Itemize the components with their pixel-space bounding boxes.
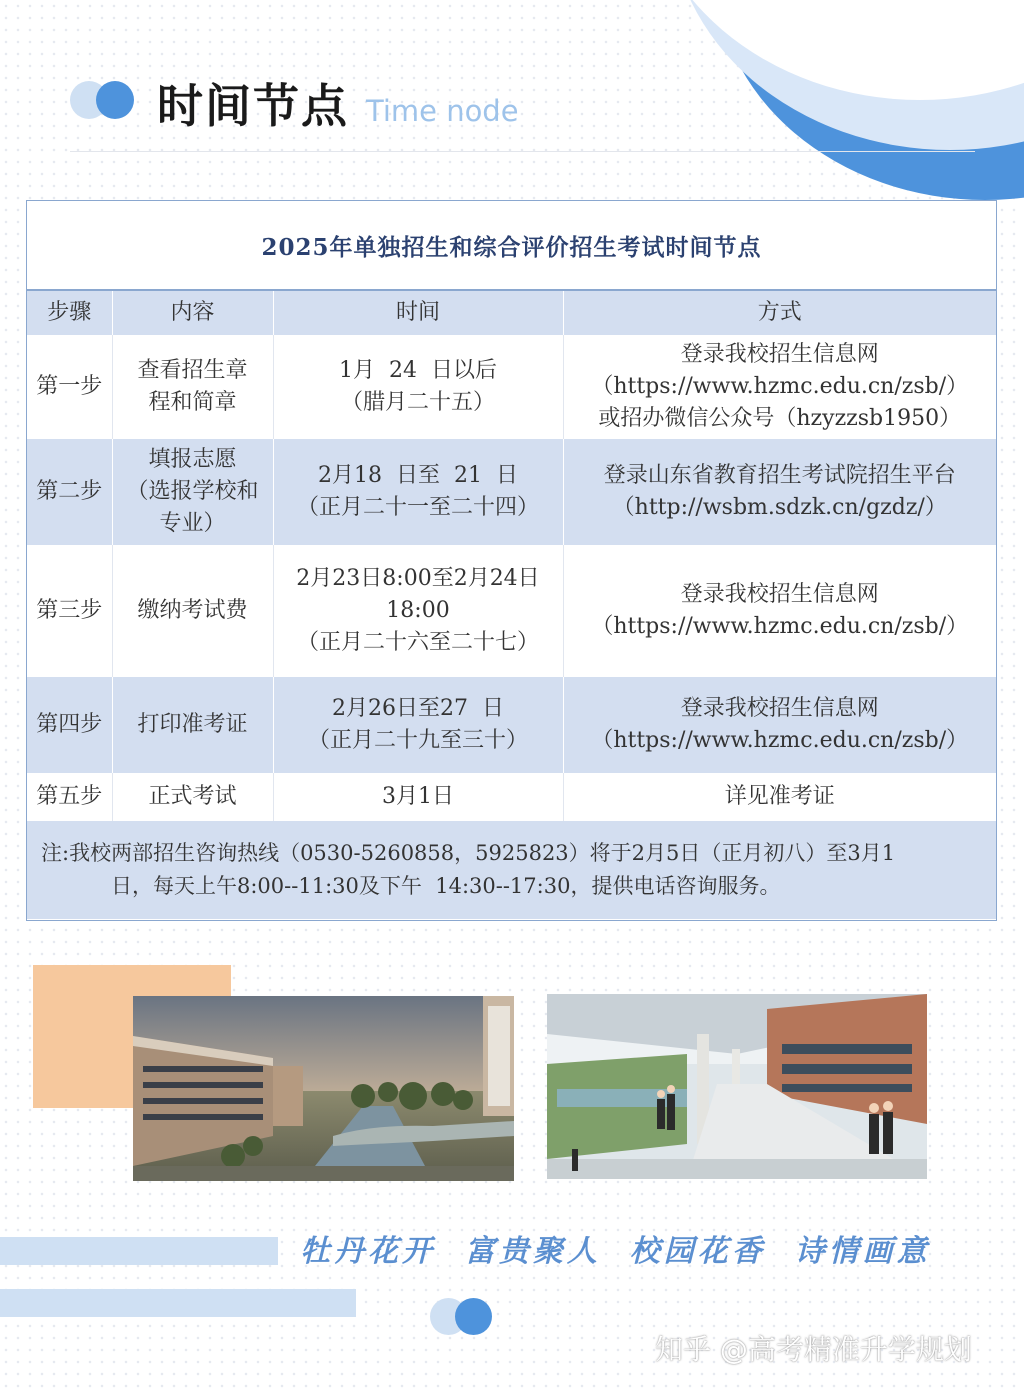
content-cell bbox=[112, 677, 273, 773]
note-cell bbox=[27, 821, 996, 919]
column-header-time: 时间 bbox=[273, 291, 563, 335]
table-row bbox=[27, 677, 996, 773]
time-line: 2月18 日至 21 日 bbox=[318, 463, 518, 488]
time-line: 2月26日至27 日 bbox=[332, 696, 504, 721]
content-cell bbox=[112, 439, 273, 545]
schedule-grid bbox=[27, 291, 996, 919]
time-line: 2月23日8:00至2月24日 bbox=[296, 566, 540, 591]
method-line: 或招办微信公众号（hzyzzsb1950） bbox=[598, 406, 962, 431]
content-line: 查看招生章 bbox=[137, 358, 248, 383]
time-line: 1月 24 日以后 bbox=[339, 358, 497, 383]
time-cell bbox=[273, 439, 563, 545]
table-row bbox=[27, 773, 996, 821]
footer-dots-decoration bbox=[430, 1298, 500, 1336]
method-cell bbox=[563, 677, 996, 773]
method-line: 登录我校招生信息网 bbox=[680, 342, 879, 367]
content-cell bbox=[112, 335, 273, 439]
campus-aerial-illustration bbox=[133, 996, 514, 1181]
time-line: （正月二十一至二十四） bbox=[296, 495, 539, 520]
step-cell: 第五步 bbox=[27, 773, 112, 821]
content-line: 正式考试 bbox=[148, 784, 237, 809]
content-cell bbox=[112, 545, 273, 677]
campus-photo-walkway bbox=[547, 994, 927, 1179]
campus-walkway-illustration bbox=[547, 994, 927, 1179]
step-cell: 第四步 bbox=[27, 677, 112, 773]
blue-dot bbox=[96, 81, 134, 119]
content-line: （选报学校和 bbox=[126, 479, 259, 504]
step-cell: 第一步 bbox=[27, 335, 112, 439]
page-subtitle-en: Time node bbox=[366, 94, 519, 128]
table-row bbox=[27, 439, 996, 545]
method-line: 详见准考证 bbox=[724, 784, 835, 809]
step-cell: 第三步 bbox=[27, 545, 112, 677]
method-url: （https://www.hzmc.edu.cn/zsb/） bbox=[591, 374, 969, 399]
zhihu-watermark: 知乎 @高考精准升学规划 bbox=[655, 1333, 972, 1366]
note-line: 注:我校两部招生咨询热线（0530-5260858，5925823）将于2月5日（正月初八）至3月1 bbox=[41, 841, 896, 865]
method-line: 登录山东省教育招生考试院招生平台 bbox=[603, 463, 956, 488]
campus-photo-aerial bbox=[133, 996, 514, 1181]
schedule-table bbox=[26, 200, 997, 921]
step-cell: 第二步 bbox=[27, 439, 112, 545]
method-line: 登录我校招生信息网 bbox=[680, 582, 879, 607]
time-cell bbox=[273, 773, 563, 821]
time-cell bbox=[273, 335, 563, 439]
page-title: 时间节点 bbox=[157, 79, 349, 133]
header-dots-decoration bbox=[70, 80, 140, 120]
method-url: （https://www.hzmc.edu.cn/zsb/） bbox=[591, 614, 969, 639]
column-header-step: 步骤 bbox=[27, 291, 112, 335]
time-cell bbox=[273, 545, 563, 677]
decorative-bar-top bbox=[0, 1237, 278, 1265]
time-line: 3月1日 bbox=[382, 784, 454, 809]
table-header-row bbox=[27, 291, 996, 335]
column-header-method: 方式 bbox=[563, 291, 996, 335]
decorative-bar-bottom bbox=[0, 1289, 356, 1317]
column-header-content: 内容 bbox=[112, 291, 273, 335]
note-line: 日，每天上午8:00--11:30及下午 14:30--17:30，提供电话咨询服务。 bbox=[111, 874, 781, 898]
time-line: （正月二十九至三十） bbox=[307, 728, 528, 753]
method-cell bbox=[563, 545, 996, 677]
method-url: （https://www.hzmc.edu.cn/zsb/） bbox=[591, 728, 969, 753]
time-cell bbox=[273, 677, 563, 773]
table-title: 2025年单独招生和综合评价招生考试时间节点 bbox=[27, 201, 996, 291]
header-divider bbox=[70, 151, 975, 152]
content-line: 专业） bbox=[159, 511, 226, 536]
content-line: 打印准考证 bbox=[137, 712, 248, 737]
time-line: （正月二十六至二十七） bbox=[296, 630, 539, 655]
table-row bbox=[27, 335, 996, 439]
campus-slogan: 牡丹花开 富贵聚人 校园花香 诗情画意 bbox=[300, 1234, 931, 1269]
table-row bbox=[27, 545, 996, 677]
time-line: 18:00 bbox=[386, 598, 450, 623]
method-cell bbox=[563, 439, 996, 545]
content-line: 填报志愿 bbox=[148, 447, 237, 472]
content-line: 程和简章 bbox=[148, 390, 237, 415]
note-row bbox=[27, 821, 996, 919]
method-url: （http://wsbm.sdzk.cn/gzdz/） bbox=[612, 495, 947, 520]
method-cell bbox=[563, 773, 996, 821]
method-line: 登录我校招生信息网 bbox=[680, 696, 879, 721]
method-cell bbox=[563, 335, 996, 439]
blue-dot bbox=[455, 1298, 492, 1335]
content-cell bbox=[112, 773, 273, 821]
content-line: 缴纳考试费 bbox=[137, 598, 248, 623]
time-line: （腊月二十五） bbox=[340, 390, 495, 415]
